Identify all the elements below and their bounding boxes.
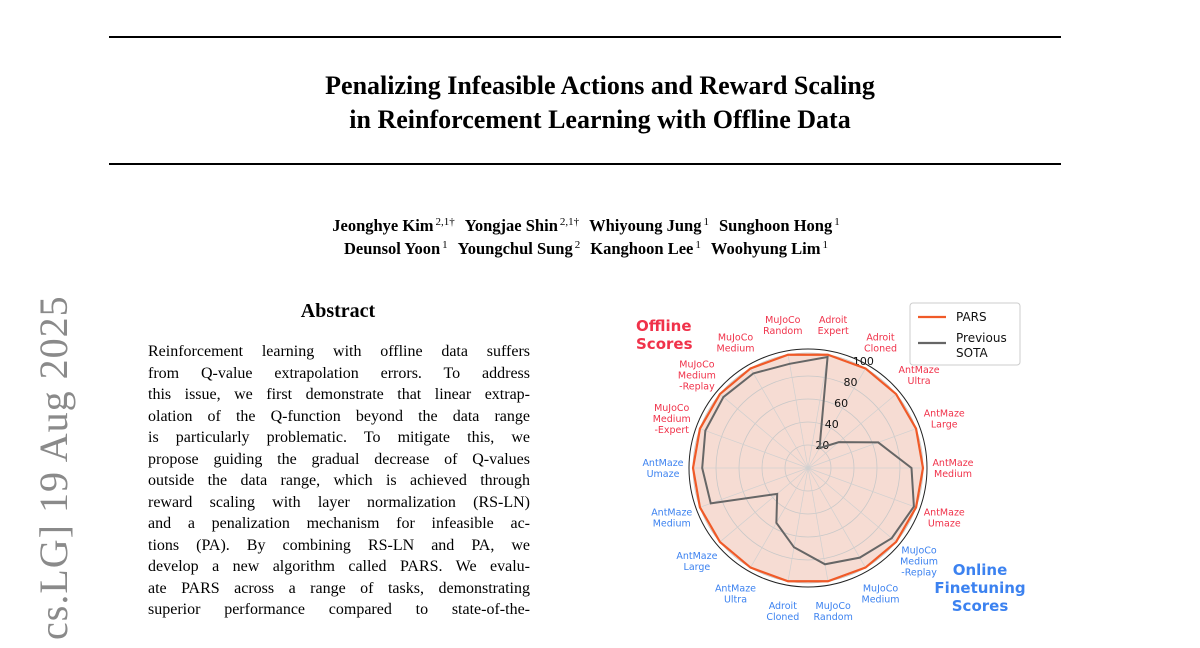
group-label-line: Online	[952, 561, 1008, 579]
axis-label	[653, 403, 691, 436]
axis-label-line: AntMaze	[923, 507, 965, 519]
abstract-line: olation of the Q-function beyond the data range	[148, 407, 530, 425]
axis-label-line: AntMaze	[923, 408, 965, 420]
axis-label-line: Medium	[716, 343, 755, 355]
radial-tick-label: 100	[852, 354, 874, 368]
paper-title-line-2: in Reinforcement Learning with Offline Data	[349, 105, 851, 134]
abstract-line: and a penalization mechanism for infeasible ac-	[148, 515, 530, 532]
radial-tick-label: 20	[815, 438, 830, 452]
axis-label	[899, 365, 940, 387]
axis-label	[678, 359, 716, 392]
axis-label	[900, 546, 938, 579]
author-name: Yongjae Shin $^{2,1\dagger}$	[464, 216, 580, 235]
axis-label-line: AntMaze	[651, 507, 693, 519]
author-affiliation: 2	[574, 239, 581, 251]
abstract-line: propose guiding the gradual decrease of Q-values	[148, 450, 530, 468]
group-label-line: Scores	[636, 335, 693, 353]
author-name: Jeonghye Kim $^{2,1\dagger}$	[332, 216, 455, 235]
axis-label-line: MuJoCo	[862, 583, 899, 595]
author-name: Kanghoon Lee $^1$	[590, 239, 701, 258]
axis-label	[924, 408, 965, 430]
abstract-line: superior performance compared to state-of-the-	[148, 601, 530, 618]
author-affiliation: 1	[822, 239, 828, 251]
author-affiliation: 1	[703, 216, 709, 228]
axis-label-line: Medium	[861, 594, 900, 606]
axis-label-line: AntMaze	[898, 364, 940, 376]
axis-label	[864, 332, 897, 354]
axis-label-line: -Replay	[679, 381, 715, 393]
offline_group_label-label	[636, 317, 693, 353]
axis-label-line: MuJoCo	[765, 315, 801, 327]
radial-tick-label: 40	[824, 417, 839, 431]
axis-label-line: Large	[683, 562, 711, 574]
top-rule	[109, 36, 1061, 38]
author-list-line-2	[0, 234, 1172, 260]
author-name: Woohyung Lim $^1$	[710, 239, 828, 258]
legend-label-word: SOTA	[956, 346, 988, 360]
axis-label-line: Cloned	[766, 611, 800, 623]
author-name: Whiyoung Jung $^1$	[589, 216, 709, 235]
abstract-body	[148, 341, 530, 621]
author-affiliation: 1	[442, 239, 448, 251]
radar-chart	[620, 300, 1040, 640]
axis-label	[932, 458, 973, 480]
author-name: Deunsol Yoon $^1$	[344, 239, 448, 258]
axis-label-line: AntMaze	[932, 458, 974, 469]
axis-label	[715, 584, 756, 606]
axis-label-line: MuJoCo	[717, 332, 754, 344]
axis-label-line: Medium	[677, 370, 716, 382]
abstract-line: Reinforcement learning with offline data suffers	[148, 343, 530, 360]
abstract-line: ate PARS across a range of tasks, demonstrating	[148, 579, 530, 597]
axis-label-line: Random	[813, 611, 853, 623]
axis-label-line: MuJoCo	[654, 402, 690, 414]
axis-label-line: Umaze	[927, 518, 961, 530]
axis-label	[676, 551, 717, 573]
paper-title-line-1: Penalizing Infeasible Actions and Reward Scaling	[325, 71, 875, 100]
abstract-line: reward scaling with layer normalization (RS-LN)	[148, 493, 530, 511]
abstract-line: develop a new algorithm called PARS. We evalu-	[148, 558, 530, 575]
axis-label-line: Random	[763, 326, 803, 338]
abstract-heading: Abstract	[300, 300, 376, 322]
axis-label-line: Medium	[652, 413, 691, 425]
axis-label	[651, 508, 692, 530]
arxiv-stamp: cs.LG] 19 Aug 2025	[31, 295, 76, 640]
axis-label-line: Medium	[934, 469, 972, 480]
abstract-line: from Q-value extrapolation errors. To address	[148, 364, 530, 382]
author-affiliation: 1	[695, 239, 701, 251]
axis-label-line: MuJoCo	[679, 359, 715, 371]
abstract-line: tions (PA). By combining RS-LN and PA, we	[148, 536, 530, 554]
axis-label-line: Adroit	[866, 332, 895, 344]
axis-label	[717, 332, 755, 354]
radial-tick-label: 60	[834, 396, 849, 410]
axis-label-line: -Replay	[901, 567, 937, 579]
bottom-rule	[109, 163, 1061, 165]
axis-label	[818, 315, 849, 337]
author-affiliation: 1	[834, 216, 840, 228]
axis-label-line: AntMaze	[642, 458, 684, 469]
axis-label-line: Ultra	[723, 594, 748, 606]
axis-label-line: Adroit	[768, 600, 797, 612]
axis-label-line: MuJoCo	[815, 600, 851, 612]
legend-label: PARS	[956, 310, 987, 324]
axis-label	[814, 601, 853, 623]
abstract-line: is particularly problematic. To mitigate this, we	[148, 429, 530, 446]
axis-label-line: MuJoCo	[901, 545, 937, 557]
axis-label-line: Medium	[900, 556, 939, 568]
author-affiliation: 2,1†	[559, 216, 580, 228]
axis-label-line: Expert	[817, 326, 849, 338]
axis-label-line: Medium	[652, 518, 691, 530]
axis-label-line: Umaze	[646, 469, 680, 480]
axis-label-line: Ultra	[907, 375, 931, 387]
group-label-line: Scores	[951, 597, 1009, 615]
axis-label-line: -Expert	[654, 424, 690, 436]
author-name: Youngchul Sung $^2$	[457, 239, 581, 258]
axis-label-line: AntMaze	[714, 583, 757, 595]
axis-label	[862, 584, 900, 606]
group-label-line: Finetuning	[934, 579, 1026, 597]
axis-label	[766, 601, 799, 623]
axis-label	[924, 508, 965, 530]
axis-label	[642, 458, 683, 480]
legend-label-word: Previous	[956, 331, 1007, 345]
group-label-line: Offline	[636, 317, 692, 335]
online_group_label-label	[934, 561, 1025, 615]
radial-tick-label: 80	[843, 375, 858, 389]
axis-label	[763, 315, 802, 337]
axis-label-line: Cloned	[864, 343, 897, 355]
author-name: Sunghoon Hong $^1$	[718, 216, 840, 235]
abstract-line: this issue, we first demonstrate that linear extrap-	[148, 386, 530, 403]
author-affiliation: 2,1†	[435, 216, 455, 228]
axis-label-line: Adroit	[819, 315, 848, 327]
axis-label-line: AntMaze	[676, 551, 718, 563]
abstract-line: outside the data range, which is achieved through	[148, 472, 530, 489]
axis-label-line: Large	[930, 419, 958, 431]
